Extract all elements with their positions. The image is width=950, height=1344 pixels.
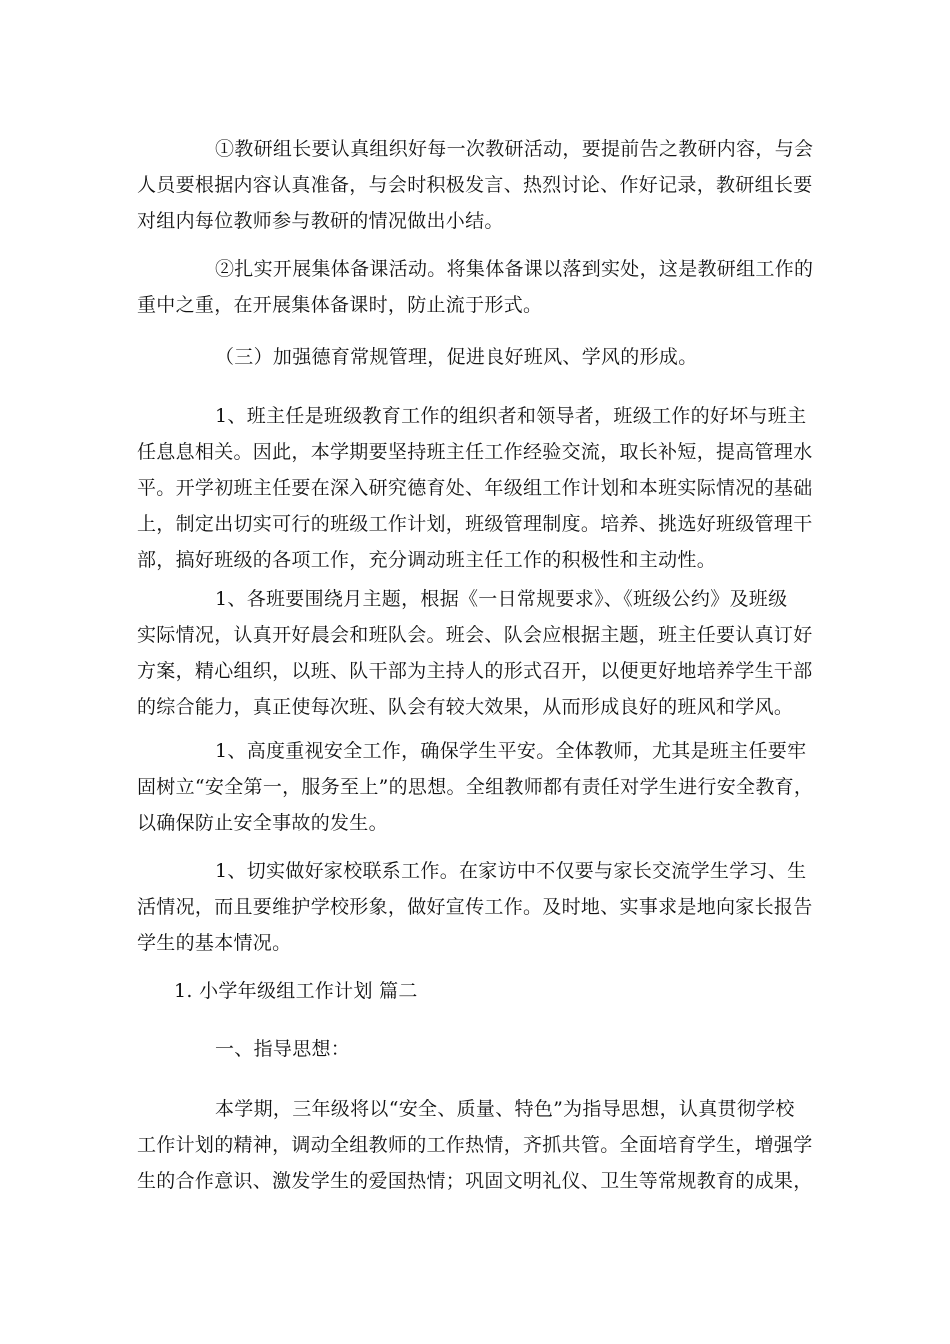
paragraph: [137, 733, 817, 841]
paragraph: [137, 581, 817, 725]
text-line: 重中之重，在开展集体备课时，防止流于形式。: [137, 294, 543, 316]
text-line: 本学期，三年级将以“安全、质量、特色”为指导思想，认真贯彻学校: [215, 1098, 795, 1120]
paragraph: [137, 1091, 817, 1199]
text-line: 工作计划的精神，调动全组教师的工作热情，齐抓共管。全面培育学生，增强学: [137, 1134, 813, 1156]
text-line: 活情况，而且要维护学校形象，做好宣传工作。及时地、实事求是地向家长报告: [137, 896, 813, 918]
text-line: 1、高度重视安全工作，确保学生平安。全体教师，尤其是班主任要牢: [215, 740, 807, 762]
text-line: 以确保防止安全事故的发生。: [137, 812, 388, 834]
text-line: ②扎实开展集体备课活动。将集体备课以落到实处，这是教研组工作的: [215, 258, 814, 280]
text-line: 固树立“安全第一，服务至上”的思想。全组教师都有责任对学生进行安全教育，: [137, 776, 814, 798]
section-heading: [137, 339, 817, 375]
text-line: 1、切实做好家校联系工作。在家访中不仅要与家长交流学生学习、生: [215, 860, 807, 882]
text-line: 对组内每位教师参与教研的情况做出小结。: [137, 210, 504, 232]
subsection-heading: [137, 1031, 817, 1067]
heading-text: （三）加强德育常规管理，促进良好班风、学风的形成。: [215, 346, 698, 368]
text-line: 1、班主任是班级教育工作的组织者和领导者，班级工作的好坏与班主: [215, 405, 807, 427]
paragraph: [137, 398, 817, 578]
text-line: 上，制定出切实可行的班级工作计划，班级管理制度。培养、挑选好班级管理干: [137, 513, 813, 535]
section-title-text: 1. 小学年级组工作计划 篇二: [174, 980, 418, 1002]
text-line: 学生的基本情况。: [137, 932, 292, 954]
text-line: 人员要根据内容认真准备，与会时积极发言、热烈讨论、作好记录，教研组长要: [137, 174, 813, 196]
text-line: 生的合作意识、激发学生的爱国热情；巩固文明礼仪、卫生等常规教育的成果，: [137, 1170, 813, 1192]
text-line: 的综合能力，真正使每次班、队会有较大效果，从而形成良好的班风和学风。: [137, 696, 794, 718]
paragraph: [137, 853, 817, 961]
text-line: 方案，精心组织，以班、队干部为主持人的形式召开，以便更好地培养学生干部: [137, 660, 813, 682]
text-line: ①教研组长要认真组织好每一次教研活动，要提前告之教研内容，与会: [215, 138, 814, 160]
paragraph: [137, 251, 817, 323]
subsection-heading-text: 一、指导思想：: [215, 1038, 351, 1060]
text-line: 部，搞好班级的各项工作，充分调动班主任工作的积极性和主动性。: [137, 549, 717, 571]
text-line: 1、各班要围绕月主题，根据《一日常规要求》、《班级公约》及班级: [215, 588, 788, 610]
section-title: [137, 973, 817, 1009]
text-line: 平。开学初班主任要在深入研究德育处、年级组工作计划和本班实际情况的基础: [137, 477, 813, 499]
text-line: 实际情况，认真开好晨会和班队会。班会、队会应根据主题，班主任要认真订好: [137, 624, 813, 646]
paragraph: [137, 131, 817, 239]
text-line: 任息息相关。因此，本学期要坚持班主任工作经验交流，取长补短，提高管理水: [137, 441, 813, 463]
